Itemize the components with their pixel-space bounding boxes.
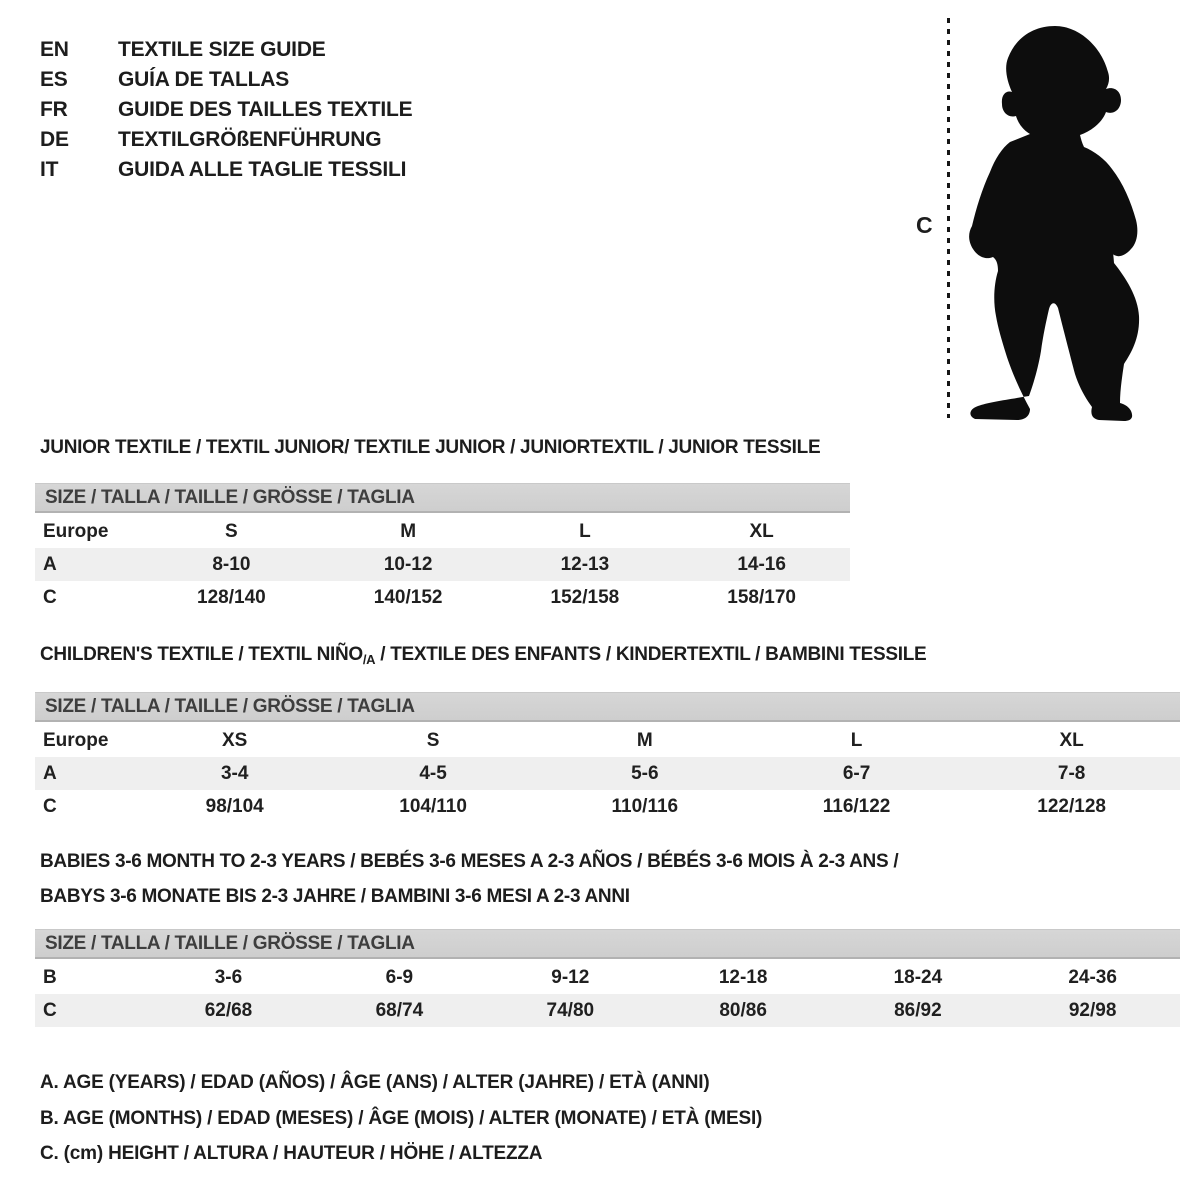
row-label: Europe — [43, 729, 109, 751]
table-cell: 12-13 — [560, 553, 610, 575]
table-cell: 5-6 — [631, 762, 659, 784]
size-header-bar: SIZE / TALLA / TAILLE / GRÖSSE / TAGLIA — [35, 929, 1180, 959]
language-row — [40, 35, 412, 65]
language-row — [40, 65, 412, 95]
language-title-list — [40, 35, 412, 185]
language-code: EN — [40, 38, 69, 61]
legend-age-months: B. AGE (MONTHS) / EDAD (MESES) / ÂGE (MOIS) / ALTER (MONATE) / ETÀ (MESI) — [40, 1108, 763, 1129]
size-header-bar: SIZE / TALLA / TAILLE / GRÖSSE / TAGLIA — [35, 692, 1180, 722]
table-cell: 3-6 — [214, 966, 243, 988]
table-cell: L — [579, 520, 591, 542]
table-cell: 12-18 — [718, 966, 768, 988]
size-grid — [35, 515, 850, 614]
table-cell: 14-16 — [737, 553, 786, 575]
size-grid — [35, 961, 1180, 1027]
table-cell: 140/152 — [373, 586, 443, 608]
size-header-bar: SIZE / TALLA / TAILLE / GRÖSSE / TAGLIA — [35, 483, 850, 513]
table-cell: 9-12 — [551, 966, 590, 988]
table-cell: 86/92 — [894, 999, 942, 1021]
table-row — [35, 994, 1180, 1027]
table-cell: XL — [1059, 729, 1084, 751]
language-row — [40, 155, 412, 185]
table-cell: L — [850, 729, 863, 751]
section-title-babies-line1: BABIES 3-6 MONTH TO 2-3 YEARS / BEBÉS 3-6 MESES A 2-3 AÑOS / BÉBÉS 3-6 MOIS À 2-3 ANS / — [40, 851, 899, 872]
table-cell: 6-7 — [842, 762, 871, 784]
table-row — [35, 757, 1180, 790]
table-cell: 152/158 — [550, 586, 620, 608]
table-cell: 68/74 — [375, 999, 424, 1021]
table-cell: 62/68 — [204, 999, 253, 1021]
row-label: C — [43, 795, 57, 817]
guide-title: GUÍA DE TALLAS — [118, 68, 290, 91]
height-measure-dashed-line — [947, 18, 950, 418]
table-cell: 80/86 — [719, 999, 767, 1021]
table-cell: 18-24 — [893, 966, 943, 988]
row-label: C — [43, 999, 57, 1021]
table-cell: 98/104 — [205, 795, 264, 817]
language-code: DE — [40, 128, 69, 151]
table-cell: 74/80 — [546, 999, 595, 1021]
table-cell: 110/116 — [611, 795, 679, 817]
table-cell: XS — [222, 729, 248, 751]
table-cell: 10-12 — [383, 553, 433, 575]
children-title-pre: CHILDREN'S TEXTILE / TEXTIL NIÑO — [40, 644, 363, 665]
babies-size-table — [35, 929, 1180, 1027]
row-label: A — [43, 553, 57, 575]
children-size-table — [35, 692, 1180, 823]
table-cell: 92/98 — [1068, 999, 1117, 1021]
legend-age-years: A. AGE (YEARS) / EDAD (AÑOS) / ÂGE (ANS) / ALTER (JAHRE) / ETÀ (ANNI) — [40, 1072, 710, 1093]
table-row — [35, 961, 1180, 994]
row-label: A — [43, 762, 57, 784]
table-cell: 104/110 — [399, 795, 467, 817]
table-cell: 8-10 — [212, 553, 251, 575]
table-cell: 7-8 — [1057, 762, 1086, 784]
children-title-post: / TEXTILE DES ENFANTS / KINDERTEXTIL / BAMBINI TESSILE — [375, 644, 927, 665]
section-title-children — [40, 644, 926, 671]
language-code: FR — [40, 98, 68, 121]
row-label: C — [43, 586, 57, 608]
section-title-junior: JUNIOR TEXTILE / TEXTIL JUNIOR/ TEXTILE JUNIOR / JUNIORTEXTIL / JUNIOR TESSILE — [40, 437, 821, 458]
table-cell: 158/170 — [727, 586, 796, 608]
junior-size-table — [35, 483, 850, 614]
guide-title: TEXTILGRÖßENFÜHRUNG — [118, 128, 382, 151]
table-row — [35, 515, 850, 548]
language-code: ES — [40, 68, 68, 91]
table-cell: S — [225, 520, 238, 542]
children-title-subscript: /A — [362, 652, 376, 667]
toddler-silhouette-icon — [960, 20, 1150, 425]
table-cell: XL — [749, 520, 774, 542]
language-row — [40, 95, 412, 125]
table-cell: 122/128 — [1037, 795, 1106, 817]
table-cell: M — [636, 729, 653, 751]
table-row — [35, 581, 850, 614]
language-code: IT — [40, 158, 59, 181]
guide-title: GUIDE DES TAILLES TEXTILE — [118, 98, 413, 121]
table-cell: 3-4 — [220, 762, 249, 784]
row-label: B — [43, 966, 57, 988]
guide-title: TEXTILE SIZE GUIDE — [118, 38, 326, 61]
table-cell: M — [400, 520, 417, 542]
table-cell: 6-9 — [385, 966, 414, 988]
guide-title: GUIDA ALLE TAGLIE TESSILI — [118, 158, 407, 181]
table-row — [35, 724, 1180, 757]
table-cell: S — [426, 729, 440, 751]
section-title-babies-line2: BABYS 3-6 MONATE BIS 2-3 JAHRE / BAMBINI 3-6 MESI A 2-3 ANNI — [40, 886, 630, 907]
language-row — [40, 125, 412, 155]
table-cell: 24-36 — [1068, 966, 1117, 988]
table-row — [35, 790, 1180, 823]
size-grid — [35, 724, 1180, 823]
table-cell: 128/140 — [197, 586, 266, 608]
table-row — [35, 548, 850, 581]
legend-height-cm: C. (cm) HEIGHT / ALTURA / HAUTEUR / HÖHE / ALTEZZA — [40, 1143, 543, 1164]
height-measure-label: C — [916, 212, 933, 238]
table-cell: 116/122 — [822, 795, 891, 817]
table-cell: 4-5 — [419, 762, 447, 784]
row-label: Europe — [43, 520, 109, 542]
